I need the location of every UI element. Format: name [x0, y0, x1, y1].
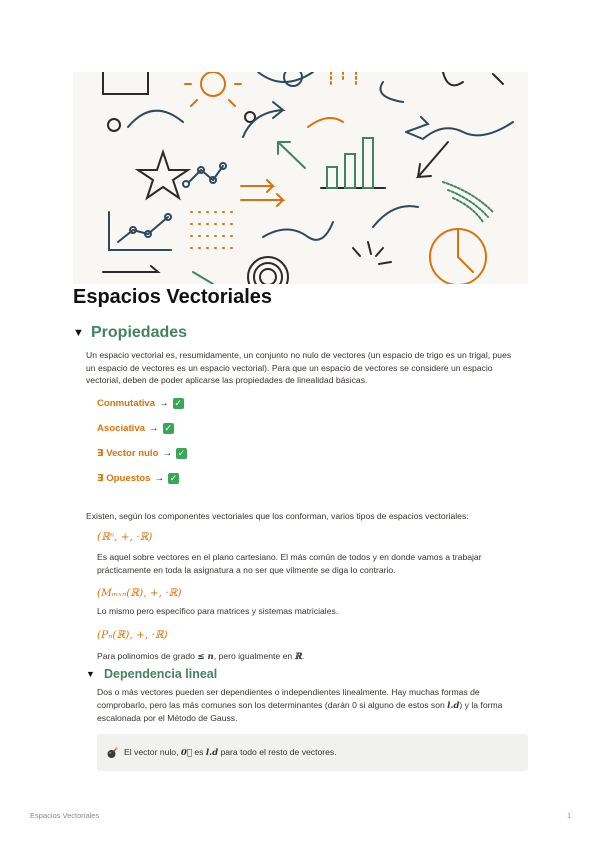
property-label: Asociativa — [97, 423, 145, 434]
property-conmutativa — [97, 398, 184, 409]
checkmark-icon: ✓ — [174, 398, 182, 408]
callout-text — [124, 747, 337, 758]
space-rn-description: Es aquel sobre vectores en el plano cartesiano. El más común de todos y en donde vamos a trabajar prácticamente en toda la asignatura a no ser que vilmente se diga lo contrario. — [97, 552, 482, 575]
page-number: 1 — [567, 811, 572, 820]
property-vector-nulo — [97, 448, 187, 459]
section-heading-dependencia: Dependencia lineal — [104, 667, 218, 681]
property-asociativa — [97, 423, 174, 434]
toggle-propiedades[interactable] — [73, 324, 187, 342]
property-label: ∃ Vector nulo — [97, 448, 159, 459]
cover-image — [73, 72, 528, 284]
checkmark-icon: ✓ — [169, 473, 178, 483]
arrow-icon: → — [159, 398, 169, 409]
toggle-dependencia-lineal[interactable] — [86, 667, 217, 681]
toggle-triangle-icon[interactable]: ▼ — [86, 669, 95, 679]
arrow-icon: → — [149, 423, 159, 434]
intro-paragraph: Un espacio vectorial es, resumidamente, un conjunto no nulo de vectores (un espacio de trigo es un trigal, pues un espacio de vectores es un espacio vectorial). Para que un espacio de vectores se considere un espacio vectorial, deben de poder aplicarse las propiedades de linealidad básicas. — [86, 350, 512, 385]
space-polynomials-formula: (Pₙ(ℝ), +, ·ℝ) — [97, 629, 168, 641]
checkmark-icon: ✓ — [177, 448, 186, 458]
property-opuestos — [97, 473, 179, 484]
space-matrices-formula: (Mₘₓₙ(ℝ), +, ·ℝ) — [97, 587, 182, 599]
bomb-icon — [106, 747, 118, 759]
arrow-icon: → — [154, 473, 165, 484]
space-matrices-description: Lo mismo pero específico para matrices y sistemas matriciales. — [97, 606, 339, 616]
text-segment: . — [301, 651, 305, 661]
callout-box — [97, 734, 528, 771]
text-segment: ) y la forma escalonada por el Método de Gauss. — [97, 699, 503, 723]
property-label: ∃ Opuestos — [97, 473, 151, 484]
math-inline: l.d — [447, 700, 460, 711]
text-segment: es — [191, 747, 206, 757]
page-title: Espacios Vectoriales — [73, 286, 273, 308]
math-inline: ℝ — [294, 652, 302, 662]
footer-title: Espacios Vectoriales — [30, 811, 100, 820]
space-polynomials-description — [97, 650, 522, 664]
math-inline: ≤ n — [197, 652, 214, 662]
space-rn-formula: (ℝⁿ, +, ·ℝ) — [97, 531, 153, 543]
property-label: Conmutativa — [97, 398, 156, 409]
math-inline: 0⃗ — [180, 748, 192, 758]
dependencia-paragraph — [97, 686, 525, 725]
doodle-illustration — [73, 72, 528, 284]
text-segment: , pero igualmente en — [213, 651, 295, 661]
math-inline: l.d — [205, 748, 219, 758]
text-segment: Para polinomios de grado — [97, 651, 198, 661]
arrow-icon: → — [162, 448, 173, 459]
types-intro: Existen, según los componentes vectoriales que los conforman, varios tipos de espacios vectoriales: — [86, 511, 469, 521]
section-heading-propiedades: Propiedades — [91, 324, 188, 341]
toggle-triangle-icon[interactable]: ▼ — [73, 327, 84, 339]
text-segment: El vector nulo, — [124, 747, 181, 757]
checkmark-icon: ✓ — [164, 423, 172, 433]
text-segment: para todo el resto de vectores. — [218, 747, 337, 757]
text-segment: Dos o más vectores pueden ser dependientes o independientes linealmente. Hay muchas formas de comprobarlo, pero las más comunes son los determinantes (darán 0 si alguno de estos son — [97, 687, 480, 710]
